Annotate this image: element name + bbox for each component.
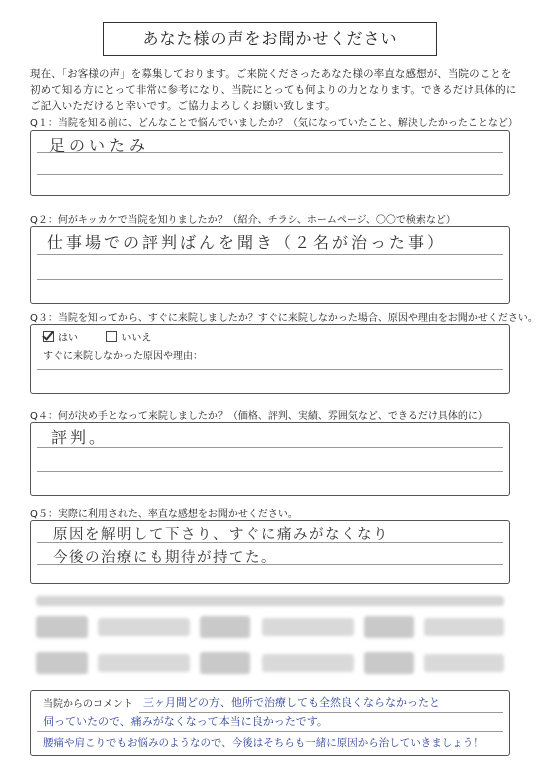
intro-line: 初めて知る方にとって非常に参考になり、当院にとっても何よりの力となります。できるだけ具体的に bbox=[30, 84, 517, 96]
q2-question: Q２：何がキッカケで当院を知りましたか？（紹介、チラシ、ホームページ、〇〇で検索など） bbox=[30, 215, 456, 226]
intro-line: ご記入いただけると幸いです。ご協力よろしくお願い致します。 bbox=[30, 100, 336, 112]
q2-answer: 仕事場での評判ばんを聞き（２名が治った事） bbox=[47, 233, 447, 252]
comment-line2: 伺っていたので、痛みがなくなって本当に良かったです。 bbox=[43, 715, 328, 728]
q4-answer-box bbox=[30, 422, 510, 496]
comment-label: 当院からのコメント bbox=[43, 699, 133, 710]
q5-answer-line2: 今後の治療にも期待が持てた。 bbox=[53, 550, 277, 566]
yes-checkbox[interactable] bbox=[43, 331, 54, 342]
q4-question: Q４：何が決め手となって来院しましたか？（価格、評判、実績、雰囲気など、できるだけ具体的に） bbox=[30, 411, 488, 422]
no-checkbox[interactable] bbox=[106, 331, 117, 342]
comment-line3: 腰痛や肩こりでもお悩みのようなので、今後はそちらも一緒に原因から治していきましょう！ bbox=[43, 737, 484, 749]
intro-text bbox=[30, 66, 520, 114]
q2-answer-box bbox=[30, 226, 510, 304]
q3-options bbox=[43, 329, 151, 344]
q1-question: Q１：当院を知る前に、どんなことで悩んでいましたか？（気になっていたこと、解決したかったことなど） bbox=[30, 118, 518, 129]
q3-reason-label: すぐに来院しなかった原因や理由： bbox=[43, 351, 203, 362]
q5-answer-line1: 原因を解明して下さり、すぐに痛みがなくなり bbox=[53, 527, 389, 543]
clinic-comment-box bbox=[30, 690, 510, 756]
intro-line: 現在、「お客様の声」を募集しております。ご来院くださったあなた様の率直な感想が、当院のことを bbox=[30, 68, 512, 80]
no-label: いいえ bbox=[121, 333, 152, 344]
yes-label: はい bbox=[58, 333, 78, 344]
q1-answer-box bbox=[30, 130, 510, 196]
q3-question: Q３：当院を知ってから、すぐに来院しましたか？すぐに来院しなかった場合、原因や理由をお聞かせください。 bbox=[30, 313, 538, 324]
q3-answer-box bbox=[30, 324, 510, 394]
q4-answer: 評判。 bbox=[51, 428, 109, 447]
q1-answer: 足のいたみ bbox=[49, 136, 150, 155]
q5-question: Q５：実際に利用された、率直な感想をお聞かせください。 bbox=[30, 509, 298, 520]
blurred-personal-info bbox=[30, 594, 510, 684]
page-title: あなた様の声をお聞かせください bbox=[103, 22, 437, 56]
q5-answer-box bbox=[30, 520, 510, 584]
comment-line1: 三ヶ月間どの方、他所で治療しても全然良くならなかったと bbox=[143, 696, 440, 709]
